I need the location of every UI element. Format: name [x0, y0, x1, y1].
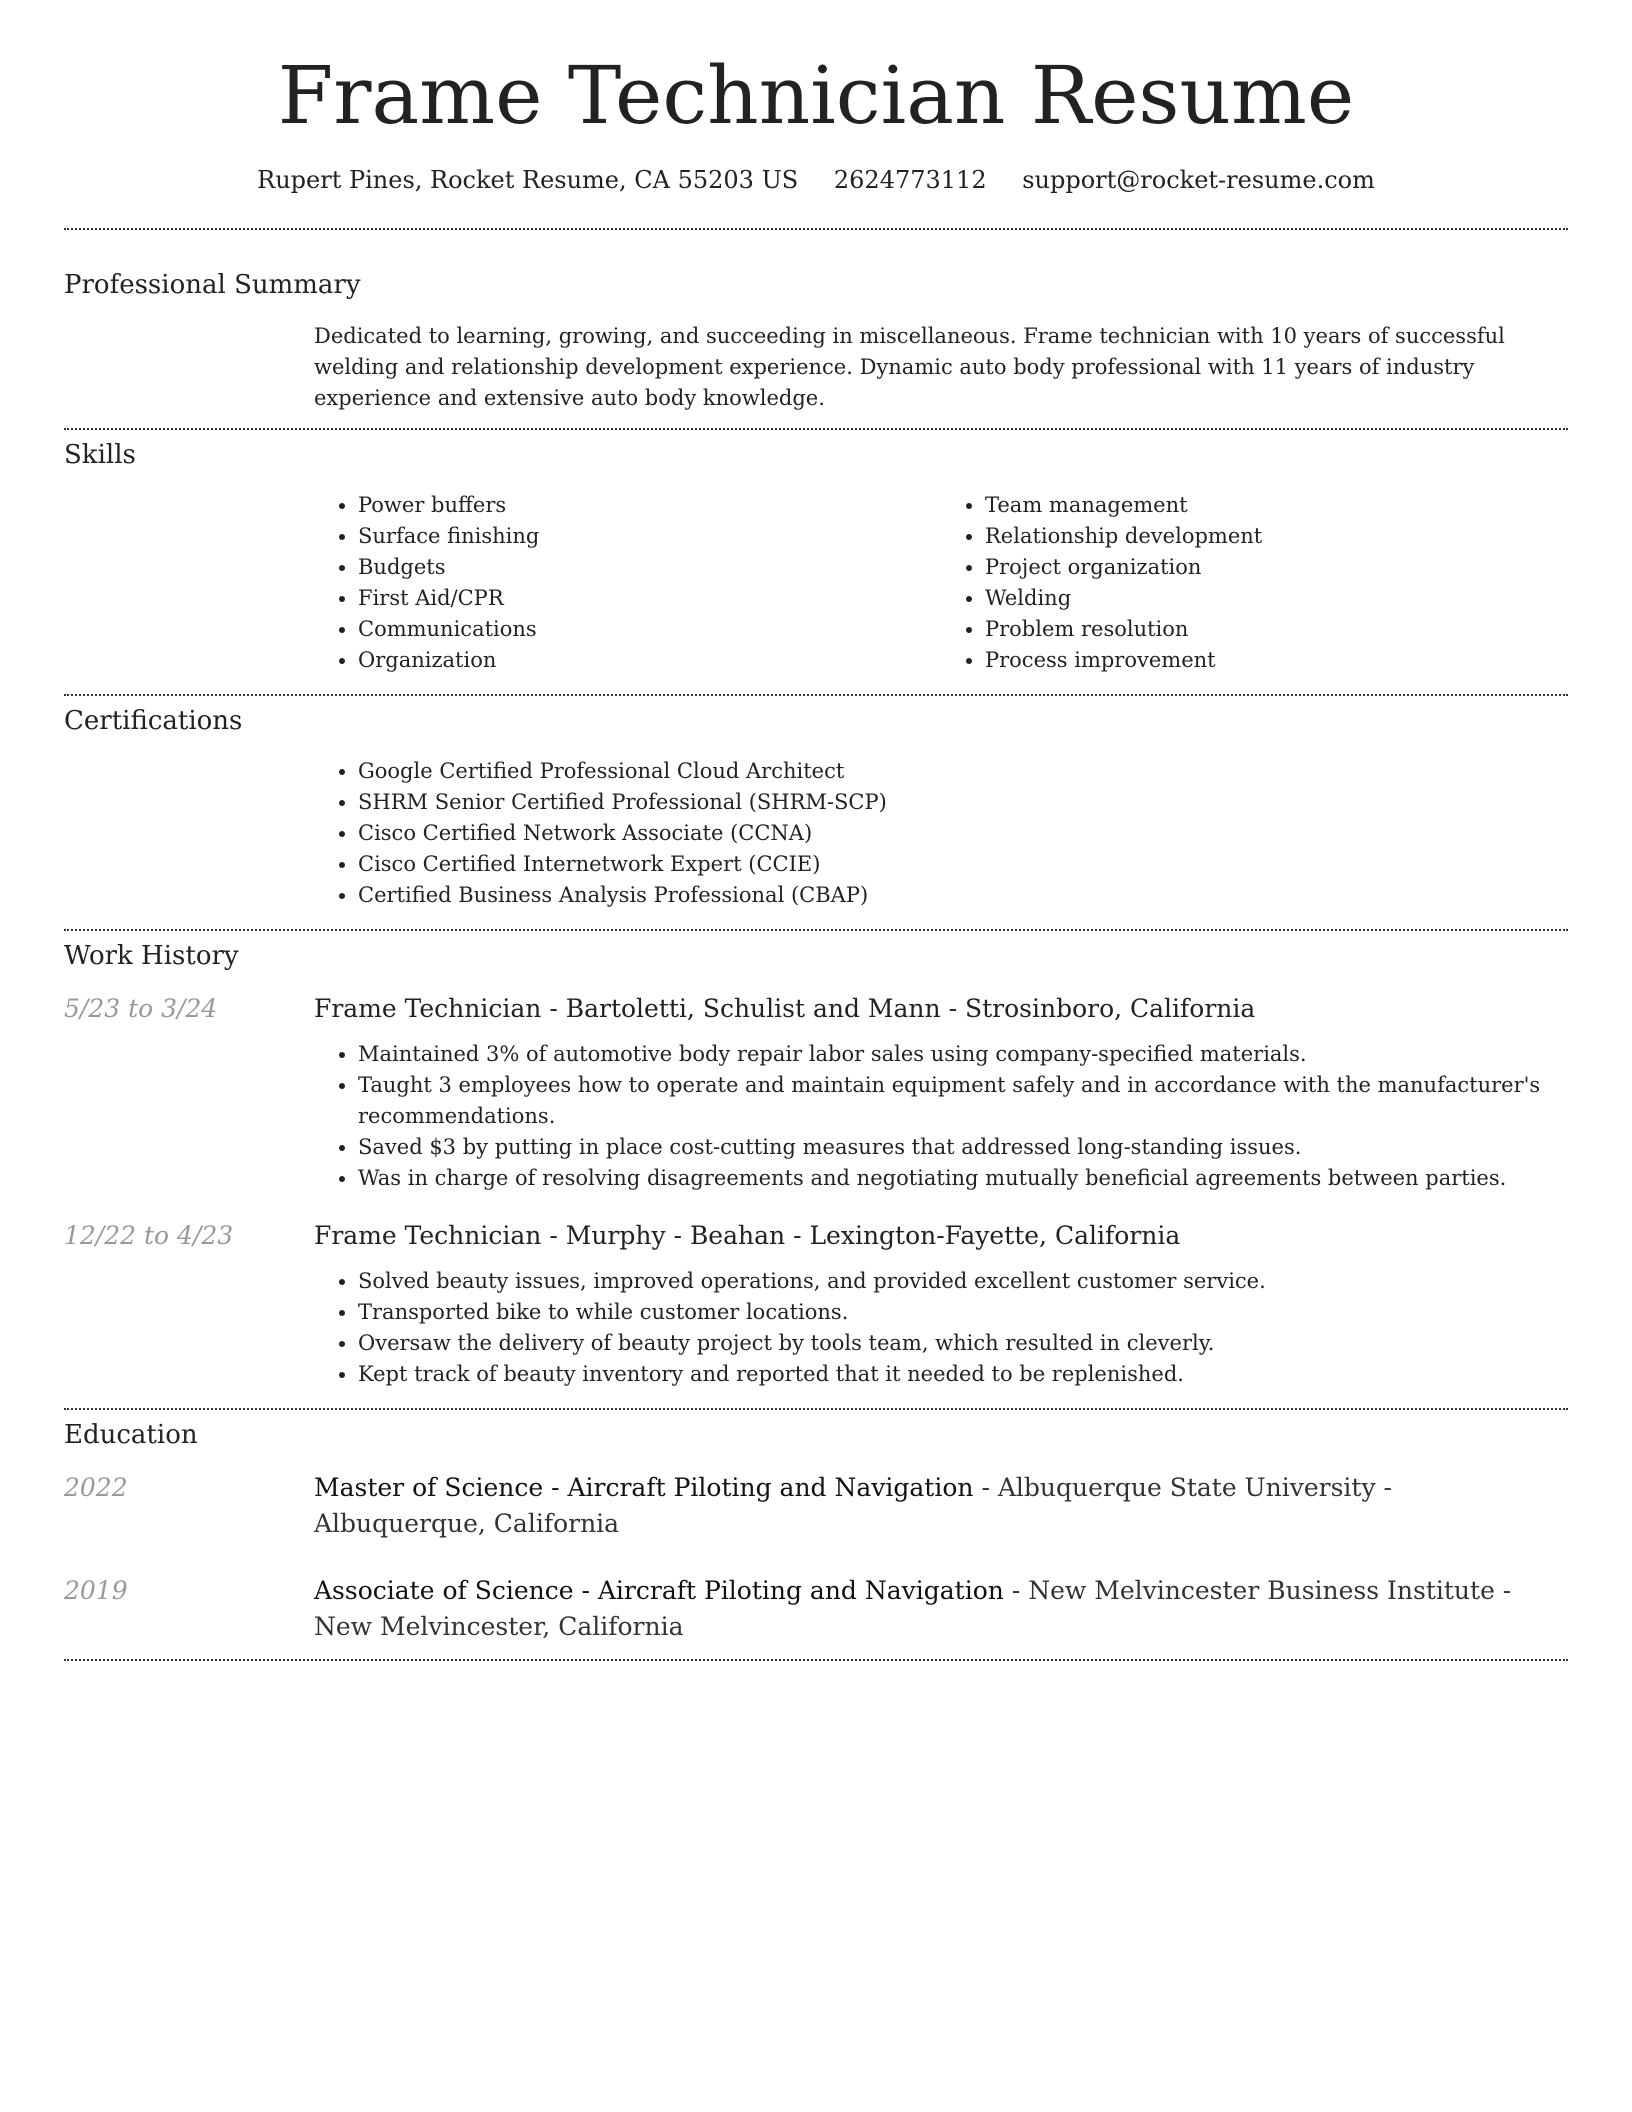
skill-item: • Team management	[985, 490, 1568, 521]
education-degree: Associate of Science - Aircraft Piloting and Navigation	[314, 1576, 1004, 1605]
divider	[64, 929, 1568, 931]
divider	[64, 428, 1568, 430]
certifications-section	[64, 706, 1568, 911]
contact-line	[64, 166, 1568, 194]
certification-item: • Cisco Certified Internetwork Expert (CCIE)	[358, 849, 1568, 880]
job-bullet: • Taught 3 employees how to operate and maintain equipment safely and in accordance with the manufacturer's recommendations.	[358, 1070, 1568, 1132]
job-bullet: • Saved $3 by putting in place cost-cutting measures that addressed long-standing issues.	[358, 1132, 1568, 1163]
certification-item: • Certified Business Analysis Professional (CBAP)	[358, 880, 1568, 911]
skill-item: • Surface finishing	[358, 521, 941, 552]
job-entry	[64, 991, 1568, 1194]
job-bullet: • Was in charge of resolving disagreements and negotiating mutually beneficial agreements between parties.	[358, 1163, 1568, 1194]
summary-text: Dedicated to learning, growing, and succeeding in miscellaneous. Frame technician with 10 years of successful welding and relationship development experience. Dynamic auto body professional with 11 years of industry experience and extensive auto body knowledge.	[314, 324, 1505, 410]
job-bullet: • Oversaw the delivery of beauty project by tools team, which resulted in cleverly.	[358, 1328, 1568, 1359]
education-year: 2022	[64, 1473, 128, 1502]
skill-item: • Organization	[358, 645, 941, 676]
education-entry	[64, 1470, 1568, 1542]
education-heading: Education	[64, 1420, 198, 1450]
skill-item: • Power buffers	[358, 490, 941, 521]
skills-list-left	[314, 490, 941, 676]
job-bullets	[314, 1039, 1568, 1194]
education-school: - Albuquerque State University - Albuquerque, California	[314, 1473, 1392, 1538]
certifications-list	[314, 756, 1568, 911]
skill-item: • Process improvement	[985, 645, 1568, 676]
job-bullets	[314, 1266, 1568, 1390]
work-history-section	[64, 941, 1568, 1390]
job-bullet: • Kept track of beauty inventory and reported that it needed to be replenished.	[358, 1359, 1568, 1390]
skill-item: • First Aid/CPR	[358, 583, 941, 614]
certification-item: • Google Certified Professional Cloud Architect	[358, 756, 1568, 787]
skill-item: • Project organization	[985, 552, 1568, 583]
summary-heading: Professional Summary	[64, 270, 361, 300]
education-school: - New Melvincester Business Institute - New Melvincester, California	[314, 1576, 1512, 1641]
skill-item: • Relationship development	[985, 521, 1568, 552]
certification-item: • SHRM Senior Certified Professional (SHRM-SCP)	[358, 787, 1568, 818]
job-bullet: • Solved beauty issues, improved operations, and provided excellent customer service.	[358, 1266, 1568, 1297]
resume-page	[64, 0, 1568, 1661]
skill-item: • Budgets	[358, 552, 941, 583]
education-entry	[64, 1573, 1568, 1645]
divider	[64, 1408, 1568, 1410]
certification-item: • Cisco Certified Network Associate (CCNA)	[358, 818, 1568, 849]
job-title: Frame Technician - Bartoletti, Schulist and Mann - Strosinboro, California	[314, 994, 1256, 1023]
certifications-heading: Certifications	[64, 706, 243, 736]
job-dates: 5/23 to 3/24	[64, 994, 218, 1023]
job-entry	[64, 1218, 1568, 1390]
job-title: Frame Technician - Murphy - Beahan - Lexington-Fayette, California	[314, 1221, 1181, 1250]
skill-item: • Communications	[358, 614, 941, 645]
divider	[64, 1659, 1568, 1661]
education-year: 2019	[64, 1576, 128, 1605]
job-bullet: • Maintained 3% of automotive body repair labor sales using company-specified materials.	[358, 1039, 1568, 1070]
summary-section	[64, 270, 1568, 414]
divider	[64, 228, 1568, 230]
work-history-heading: Work History	[64, 941, 239, 971]
skill-item: • Welding	[985, 583, 1568, 614]
education-section	[64, 1420, 1568, 1645]
contact-email: support@rocket-resume.com	[1022, 166, 1375, 194]
resume-title: Frame Technician Resume	[277, 49, 1355, 142]
contact-phone: 2624773112	[833, 166, 987, 194]
job-dates: 12/22 to 4/23	[64, 1221, 234, 1250]
education-degree: Master of Science - Aircraft Piloting and Navigation	[314, 1473, 974, 1502]
skills-list-right	[941, 490, 1568, 676]
job-bullet: • Transported bike to while customer locations.	[358, 1297, 1568, 1328]
contact-address: Rupert Pines, Rocket Resume, CA 55203 US	[257, 166, 799, 194]
skills-section	[64, 440, 1568, 676]
divider	[64, 694, 1568, 696]
skill-item: • Problem resolution	[985, 614, 1568, 645]
skills-heading: Skills	[64, 440, 136, 470]
